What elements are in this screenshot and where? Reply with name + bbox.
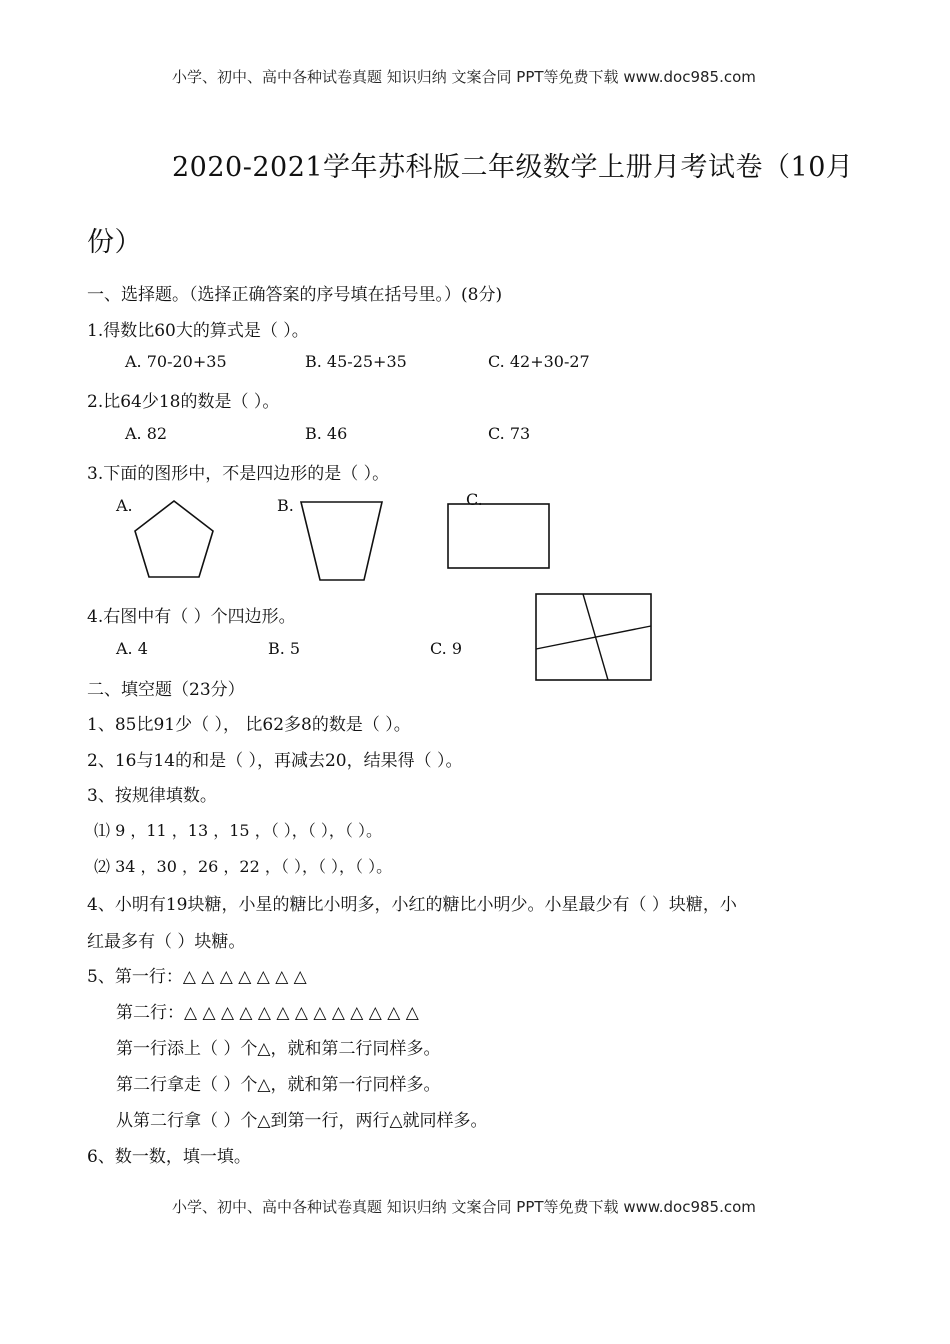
fill-q3-sequence-2: ⑵ 34 ，30 ，26 ，22 ，（ ），（ ），（ ）。: [94, 857, 393, 876]
q2-option-c: C. 73: [488, 424, 531, 443]
fill-q5-row-1: 5、第一行：△ △ △ △ △ △ △: [87, 967, 307, 987]
fill-q3-sequence-1: ⑴ 9 ，11 ，13 ，15 ，（ ），（ ），（ ）。: [94, 821, 382, 840]
title-line-2: 份）: [87, 227, 142, 258]
pentagon-figure: [130, 498, 220, 582]
q1-option-c: C. 42+30-27: [488, 352, 590, 371]
q2-option-a: A. 82: [125, 424, 168, 443]
q3-text: 3.下面的图形中，不是四边形的是（ ）。: [87, 464, 390, 484]
q1-text: 1.得数比60大的算式是（ ）。: [87, 321, 309, 341]
fill-q4-line-1: 4、小明有19块糖，小星的糖比小明多，小红的糖比小明少。小星最少有（ ）块糖，小: [87, 895, 737, 915]
fill-q5-line-3: 从第二行拿（ ）个△到第一行，两行△就同样多。: [116, 1111, 488, 1131]
rectangle-figure: [446, 502, 552, 570]
page-header: 小学、初中、高中各种试卷真题 知识归纳 文案合同 PPT等免费下载 www.doc985.com: [172, 68, 756, 86]
divided-rectangle-figure: [534, 592, 654, 682]
section2-heading: 二、填空题（23分）: [87, 680, 245, 700]
q3-option-a: A.: [116, 496, 133, 515]
q3-option-b: B.: [277, 496, 294, 515]
fill-q4-line-2: 红最多有（ ）块糖。: [87, 932, 246, 952]
q4-option-a: A. 4: [116, 639, 148, 658]
q3-option-c: C.: [466, 490, 483, 509]
section1-heading: 一、选择题。（选择正确答案的序号填在括号里。）(8分): [87, 285, 503, 305]
q1-option-a: A. 70-20+35: [125, 352, 227, 371]
q2-option-b: B. 46: [305, 424, 348, 443]
fill-q5-line-1: 第一行添上（ ）个△，就和第二行同样多。: [116, 1039, 441, 1059]
title-line-1: 2020-2021学年苏科版二年级数学上册月考试卷（10月: [172, 152, 854, 183]
fill-q2: 2、16与14的和是（ ），再减去20，结果得（ ）。: [87, 751, 463, 771]
page-footer: 小学、初中、高中各种试卷真题 知识归纳 文案合同 PPT等免费下载 www.doc985.com: [172, 1198, 756, 1216]
fill-q5-line-2: 第二行拿走（ ）个△，就和第一行同样多。: [116, 1075, 441, 1095]
q2-text: 2.比64少18的数是（ ）。: [87, 392, 280, 412]
fill-q3-text: 3、按规律填数。: [87, 786, 217, 806]
fill-q5-row-2: 第二行：△ △ △ △ △ △ △ △ △ △ △ △ △: [116, 1003, 419, 1023]
q4-text: 4.右图中有（ ）个四边形。: [87, 607, 296, 627]
fill-q6: 6、数一数，填一填。: [87, 1147, 251, 1167]
q1-option-b: B. 45-25+35: [305, 352, 407, 371]
fill-q1: 1、85比91少（ ）， 比62多8的数是（ ）。: [87, 715, 411, 735]
q4-option-b: B. 5: [268, 639, 301, 658]
trapezoid-figure: [298, 500, 388, 584]
q4-option-c: C. 9: [430, 639, 463, 658]
